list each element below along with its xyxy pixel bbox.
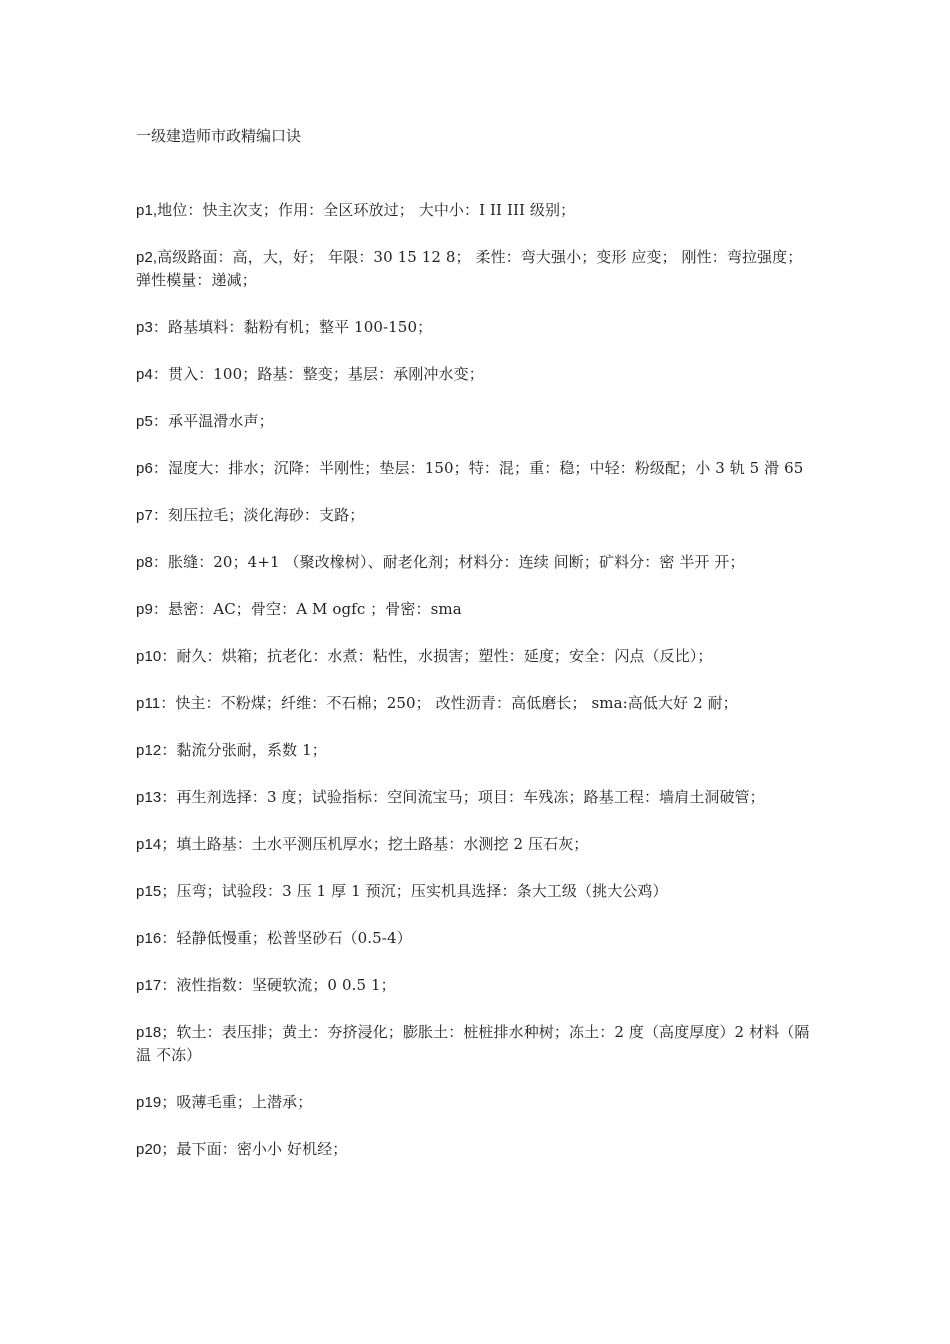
note-text: ：液性指数：坚硬软流；0 0.5 1； — [161, 976, 396, 994]
note-text: ：湿度大：排水；沉降：半刚性；垫层：150；特：混；重：稳；中轻：粉级配；小 3 轨 5 滑 65 — [152, 459, 804, 477]
note-line-p16 — [136, 927, 816, 950]
note-line-p2 — [136, 246, 816, 292]
document-body — [136, 199, 816, 1185]
note-label: p15 — [136, 883, 162, 900]
document-title: 一级建造师市政精编口诀 — [136, 127, 302, 145]
note-label: p8 — [136, 554, 153, 571]
note-text: ；吸薄毛重；上潜承； — [161, 1093, 313, 1111]
note-line-p3 — [136, 316, 816, 339]
note-line-p20 — [136, 1138, 816, 1161]
note-label: p7 — [136, 507, 153, 524]
note-label: p9 — [136, 601, 153, 618]
note-text: ：路基填料：黏粉有机；整平 100-150； — [152, 318, 433, 336]
note-text: 地位：快主次支；作用：全区环放过； 大中小：I II III 级别； — [157, 201, 576, 219]
note-text: ：轻静低慢重；松普坚砂石（0.5-4） — [161, 929, 412, 947]
note-label: p20 — [136, 1141, 162, 1158]
note-label: p17 — [136, 977, 162, 994]
note-label: p1, — [136, 202, 158, 219]
note-label: p16 — [136, 930, 162, 947]
note-line-p1 — [136, 199, 816, 222]
note-text: ：再生剂选择：3 度；试验指标：空间流宝马；项目：车残冻；路基工程：墙肩土洞破管； — [161, 788, 765, 806]
note-label: p4 — [136, 366, 153, 383]
note-text: ：快主：不粉煤；纤维：不石棉；250； 改性沥青：高低磨长； sma:高低大好 2 耐； — [160, 694, 738, 712]
note-text: ；最下面：密小小 好机经； — [161, 1140, 348, 1158]
note-line-p6 — [136, 457, 816, 480]
note-line-p11 — [136, 692, 816, 715]
note-line-p10 — [136, 645, 816, 668]
note-text: ；软土：表压排；黄土：夯挤浸化；膨胀土：桩桩排水种树；冻土：2 度（高度厚度）2 材料（隔温 不冻） — [136, 1023, 810, 1064]
note-label: p13 — [136, 789, 162, 806]
note-text: ：承平温滑水声； — [152, 412, 274, 430]
note-text: ；填土路基：土水平测压机厚水；挖土路基：水测挖 2 压石灰； — [161, 835, 589, 853]
note-label: p3 — [136, 319, 153, 336]
note-line-p14 — [136, 833, 816, 856]
note-label: p14 — [136, 836, 162, 853]
note-line-p7 — [136, 504, 816, 527]
note-text: ：黏流分张耐，系数 1； — [161, 741, 327, 759]
note-text: ：耐久：烘箱；抗老化：水煮：粘性，水损害；塑性：延度；安全：闪点（反比）； — [161, 647, 713, 665]
note-label: p2, — [136, 249, 158, 266]
note-label: p11 — [136, 695, 161, 712]
note-line-p8 — [136, 551, 816, 574]
note-line-p15 — [136, 880, 816, 903]
note-text: ；压弯；试验段：3 压 1 厚 1 预沉；压实机具选择：条大工级（挑大公鸡） — [161, 882, 668, 900]
note-text: ：胀缝：20；4+1 （聚改橡树）、耐老化剂；材料分：连续 间断；矿料分：密 半开 开； — [152, 553, 745, 571]
note-label: p10 — [136, 648, 162, 665]
note-text: 高级路面：高，大，好； 年限：30 15 12 8； 柔性：弯大强小；变形 应变； 刚性：弯拉强度；弹性模量：递减； — [136, 248, 803, 289]
note-label: p18 — [136, 1024, 162, 1041]
note-label: p19 — [136, 1094, 162, 1111]
note-line-p4 — [136, 363, 816, 386]
note-line-p12 — [136, 739, 816, 762]
note-text: ：贯入：100；路基：整变；基层：承刚冲水变； — [152, 365, 484, 383]
note-text: ：悬密：AC；骨空：A M ogfc ；骨密：sma — [152, 600, 462, 618]
note-line-p5 — [136, 410, 816, 433]
note-label: p6 — [136, 460, 153, 477]
note-line-p9 — [136, 598, 816, 621]
note-text: ：刻压拉毛；淡化海砂：支路； — [152, 506, 365, 524]
note-line-p13 — [136, 786, 816, 809]
note-label: p12 — [136, 742, 162, 759]
note-line-p18 — [136, 1021, 816, 1067]
note-line-p17 — [136, 974, 816, 997]
note-line-p19 — [136, 1091, 816, 1114]
note-label: p5 — [136, 413, 153, 430]
